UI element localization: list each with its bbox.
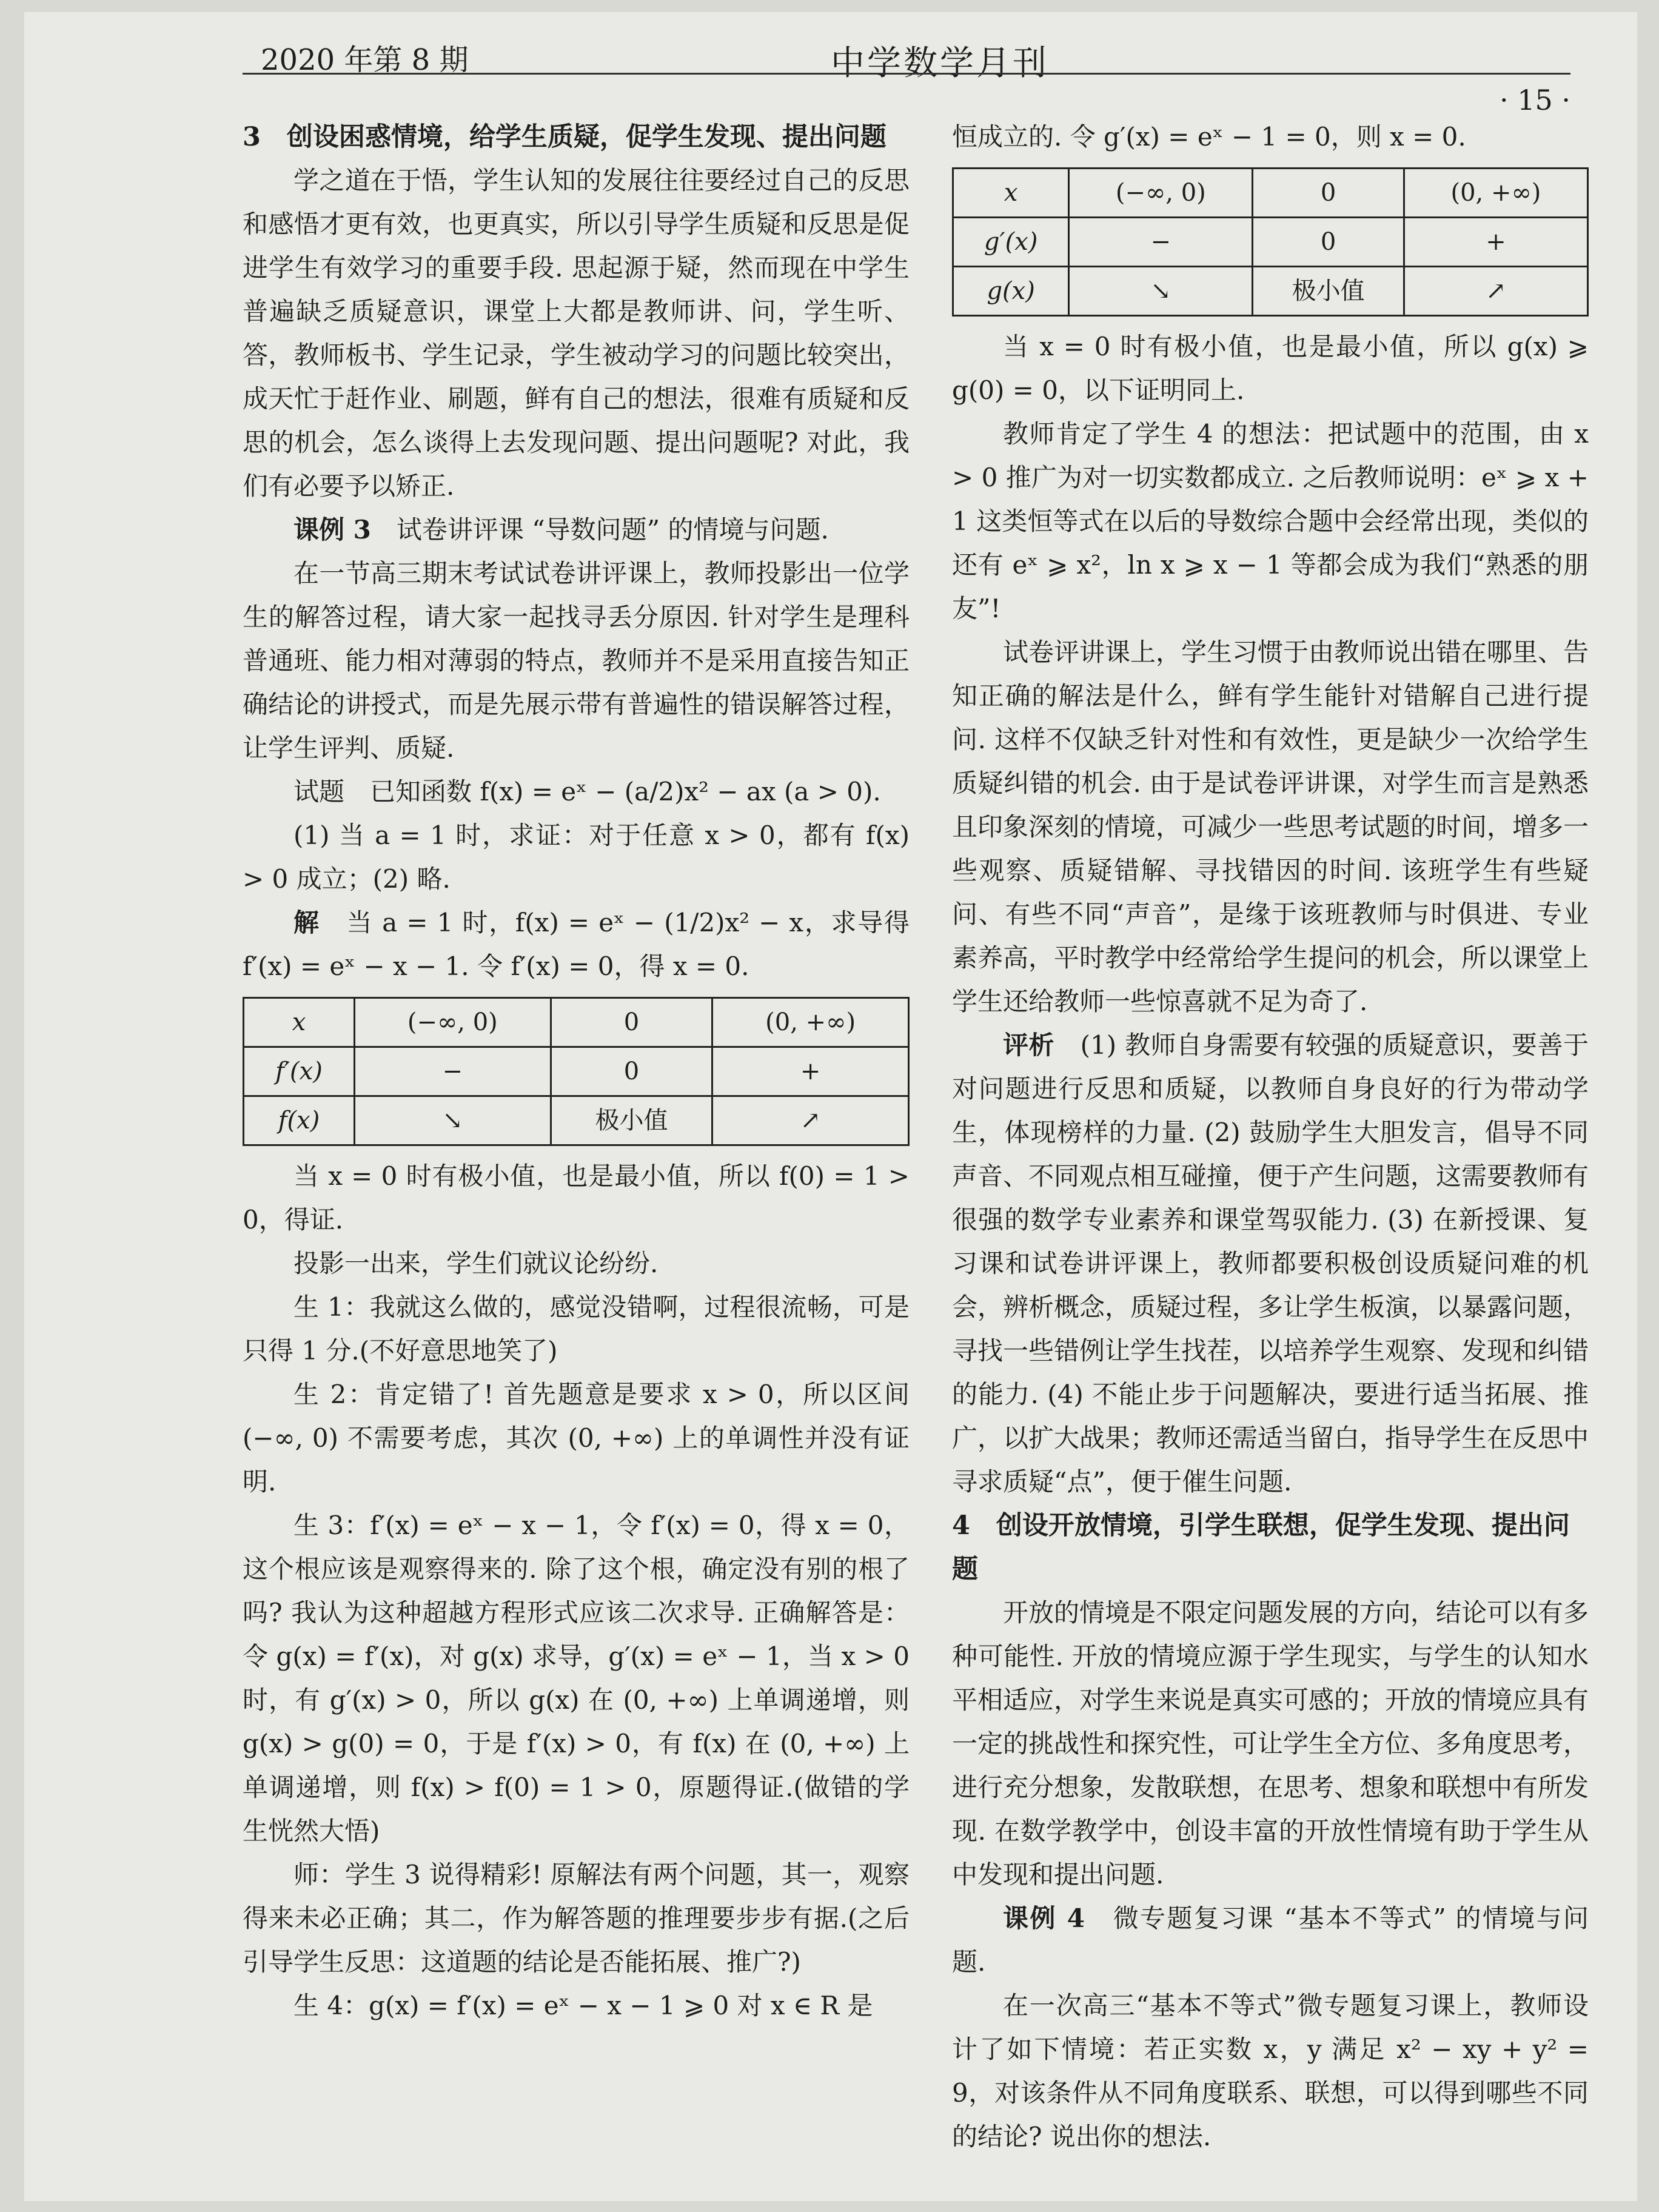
problem-statement: 试题 已知函数 f(x) = eˣ − (a/2)x² − ax (a > 0). — [293, 777, 881, 806]
table-cell: ↗ — [1404, 267, 1587, 316]
commentary-label: 评析 — [1003, 1030, 1055, 1060]
paragraph: 在一节高三期末考试试卷讲评课上，教师投影出一位学生的解答过程，请大家一起找寻丢分原因. 针对学生是理科普通班、能力相对薄弱的特点，教师并不是采用直接告知正确结论的讲授式，而是先展示带有普遍性的错误解答过程，让学生评判、质疑. — [243, 558, 910, 763]
continuation: 恒成立的. 令 g′(x) = eˣ − 1 = 0，则 x = 0. — [952, 122, 1466, 152]
paragraph: 在一次高三“基本不等式”微专题复习课上，教师设计了如下情境：若正实数 x，y 满足 x² − xy + y² = 9，对该条件从不同角度联系、联想，可以得到哪些不同的结论? 说出你的想法. — [952, 1991, 1589, 2151]
case-4-title: 微专题复习课 “基本不等式” 的情境与问题. — [952, 1903, 1589, 1977]
table-row — [953, 267, 1588, 316]
table-cell: (0, +∞) — [712, 998, 909, 1047]
case-3-label: 课例 3 — [293, 515, 371, 545]
table-cell: + — [1404, 218, 1587, 267]
table-cell: f(x) — [244, 1096, 355, 1145]
table-row — [244, 998, 909, 1047]
case-4-heading — [952, 1897, 1589, 1984]
section-3-heading: 3 创设困惑情境，给学生质疑，促学生发现、提出问题 — [243, 122, 886, 152]
table-cell: 极小值 — [1253, 267, 1404, 316]
journal-title: 中学数学月刊 — [831, 44, 1049, 83]
table-row — [244, 1047, 909, 1096]
paragraph: 开放的情境是不限定问题发展的方向，结论可以有多种可能性. 开放的情境应源于学生现实，与学生的认知水平相适应，对学生来说是真实可感的；开放的情境应具有一定的挑战性和探究性，可让学生全方位、多角度思考，进行充分想象，发散联想，在思考、想象和联想中有所发现. 在数学教学中，创设丰富的开放性情境有助于学生从中发现和提出问题. — [952, 1598, 1589, 1889]
journal-page — [24, 12, 1637, 2201]
table-cell: g(x) — [953, 267, 1069, 316]
table-cell: g′(x) — [953, 218, 1069, 267]
table-row — [953, 218, 1588, 267]
table-cell: (−∞, 0) — [354, 998, 551, 1047]
table-cell: 0 — [1253, 169, 1404, 218]
table-cell: (0, +∞) — [1404, 169, 1587, 218]
right-column — [952, 115, 1589, 2159]
paragraph: 当 x = 0 时有极小值，也是最小值，所以 g(x) ⩾ g(0) = 0，以下证明同上. — [952, 332, 1589, 405]
table-cell: 极小值 — [551, 1096, 712, 1145]
left-column — [243, 115, 910, 2028]
table-cell: x — [244, 998, 355, 1047]
table-cell: − — [354, 1047, 551, 1096]
table-cell: − — [1069, 218, 1253, 267]
solution-label: 解 — [293, 908, 320, 937]
student-3-remark: 生 3：f′(x) = eˣ − x − 1，令 f′(x) = 0，得 x = 0，这个根应该是观察得来的. 除了这个根，确定没有别的根了吗? 我认为这种超越方程形式应该二次求导. 正确解答是：令 g(x) = f′(x)，对 g(x) 求导，g′(x) = eˣ − 1，当 x > 0 时，有 g′(x) > 0，所以 g(x) 在 (0, +∞) 上单调递增，则 g(x) > g(0) = 0，于是 f′(x) > 0，有 f(x) 在 (0, +∞) 上单调递增，则 f(x) > f(0) = 1 > 0，原题得证.(做错的学生恍然大悟) — [243, 1510, 910, 1846]
commentary — [952, 1024, 1589, 1504]
paragraph: 投影一出来，学生们就议论纷纷. — [293, 1248, 659, 1278]
commentary-text: (1) 教师自身需要有较强的质疑意识，要善于对问题进行反思和质疑，以教师自身良好的行为带动学生，体现榜样的力量. (2) 鼓励学生大胆发言，倡导不同声音、不同观点相互碰撞，便于产生问题，这需要教师有很强的数学专业素养和课堂驾驭能力. (3) 在新授课、复习课和试卷讲评课上，教师都要积极创设质疑问难的机会，辨析概念，质疑过程，多让学生板演，以暴露问题，寻找一些错例让学生找茬，以培养学生观察、发现和纠错的能力. (4) 不能止步于问题解决，要进行适当拓展、推广，以扩大战果；教师还需适当留白，指导学生在反思中寻求质疑“点”，便于催生问题. — [952, 1030, 1589, 1496]
table-cell: x — [953, 169, 1069, 218]
page-number: · 15 · — [1499, 84, 1570, 116]
table-row — [953, 169, 1588, 218]
table-cell: 0 — [1253, 218, 1404, 267]
student-1-remark: 生 1：我就这么做的，感觉没错啊，过程很流畅，可是只得 1 分.(不好意思地笑了) — [243, 1292, 910, 1366]
f-variation-table — [243, 997, 910, 1146]
header-rule — [243, 73, 1570, 75]
g-variation-table — [952, 167, 1589, 317]
teacher-remark: 师：学生 3 说得精彩! 原解法有两个问题，其一，观察得来未必正确；其二，作为解答题的推理要步步有据.(之后引导学生反思：这道题的结论是否能拓展、推广?) — [243, 1860, 910, 1977]
section-4-heading: 4 创设开放情境，引学生联想，促学生发现、提出问题 — [952, 1510, 1570, 1584]
table-cell: (−∞, 0) — [1069, 169, 1253, 218]
table-cell: ↘ — [1069, 267, 1253, 316]
table-cell: 0 — [551, 1047, 712, 1096]
case-3-title: 试卷讲评课 “导数问题” 的情境与问题. — [370, 515, 829, 545]
solution — [243, 901, 910, 988]
table-cell: f′(x) — [244, 1047, 355, 1096]
issue-label: 2020 年第 8 期 — [261, 43, 469, 77]
case-3-heading — [243, 508, 910, 552]
solution-text: 当 a = 1 时，f(x) = eˣ − (1/2)x² − x，求导得 f′(x) = eˣ − x − 1. 令 f′(x) = 0，得 x = 0. — [243, 908, 910, 981]
table-cell: ↗ — [712, 1096, 909, 1145]
paragraph: 教师肯定了学生 4 的想法：把试题中的范围，由 x > 0 推广为对一切实数都成立. 之后教师说明：eˣ ⩾ x + 1 这类恒等式在以后的导数综合题中会经常出现，类似的还有 eˣ ⩾ x²，ln x ⩾ x − 1 等都会成为我们“熟悉的朋友”! — [952, 419, 1589, 623]
paragraph: 学之道在于悟，学生认知的发展往往要经过自己的反思和感悟才更有效，也更真实，所以引导学生质疑和反思是促进学生有效学习的重要手段. 思起源于疑，然而现在中学生普遍缺乏质疑意识，课堂上大都是教师讲、问，学生听、答，教师板书、学生记录，学生被动学习的问题比较突出，成天忙于赶作业、刷题，鲜有自己的想法，很难有质疑和反思的机会，怎么谈得上去发现问题、提出问题呢? 对此，我们有必要予以矫正. — [243, 166, 910, 501]
student-4-remark: 生 4：g(x) = f′(x) = eˣ − x − 1 ⩾ 0 对 x ∈ R 是 — [293, 1991, 873, 2020]
student-2-remark: 生 2：肯定错了! 首先题意是要求 x > 0，所以区间 (−∞, 0) 不需要考虑，其次 (0, +∞) 上的单调性并没有证明. — [243, 1379, 910, 1496]
table-cell: ↘ — [354, 1096, 551, 1145]
paragraph: 当 x = 0 时有极小值，也是最小值，所以 f(0) = 1 > 0，得证. — [243, 1161, 910, 1235]
case-4-label: 课例 4 — [1003, 1903, 1085, 1933]
table-row — [244, 1096, 909, 1145]
paragraph: 试卷评讲课上，学生习惯于由教师说出错在哪里、告知正确的解法是什么，鲜有学生能针对错解自己进行提问. 这样不仅缺乏针对性和有效性，更是缺少一次给学生质疑纠错的机会. 由于是试卷评讲课，对学生而言是熟悉且印象深刻的情境，可减少一些思考试题的时间，增多一些观察、质疑错解、寻找错因的时间. 该班学生有些疑问、有些不同“声音”，是缘于该班教师与时俱进、专业素养高，平时教学中经常给学生提问的机会，所以课堂上学生还给教师一些惊喜就不足为奇了. — [952, 637, 1589, 1016]
table-cell: + — [712, 1047, 909, 1096]
table-cell: 0 — [551, 998, 712, 1047]
problem-parts: (1) 当 a = 1 时，求证：对于任意 x > 0，都有 f(x) > 0 成立；(2) 略. — [243, 820, 910, 894]
